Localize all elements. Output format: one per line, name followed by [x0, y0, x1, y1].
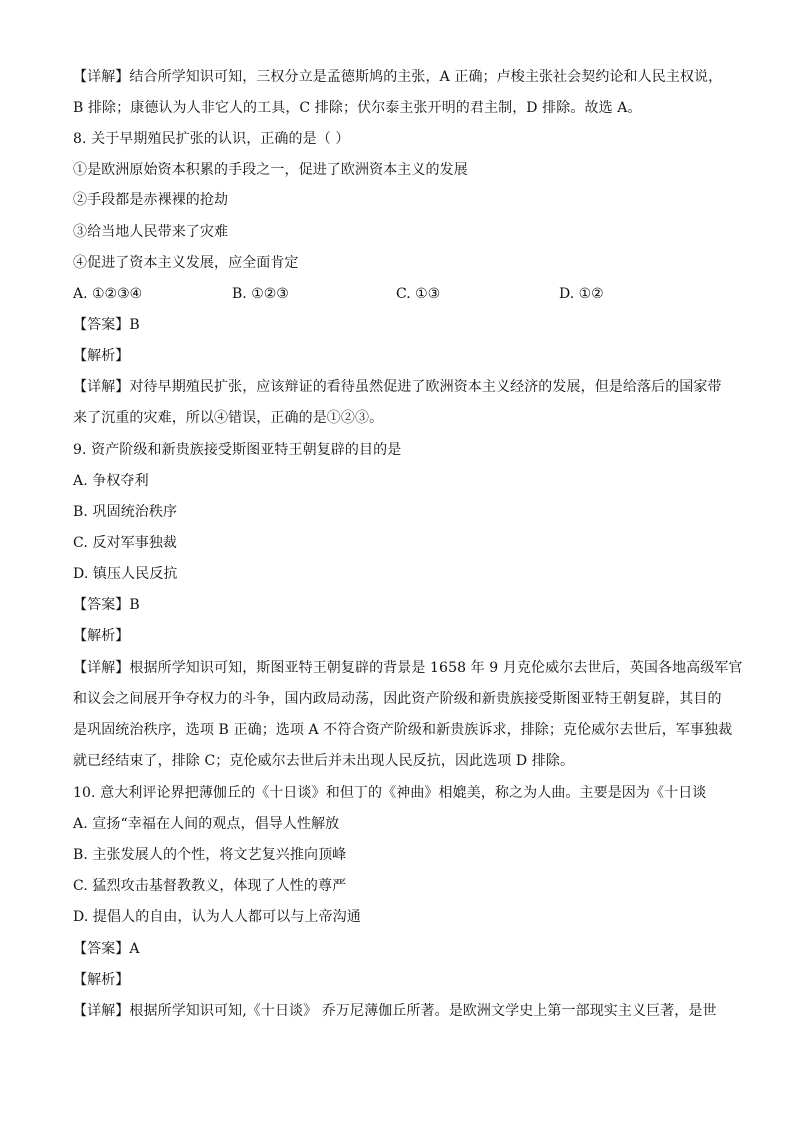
question-10: 10. 意大利评论界把薄伽丘的《十日谈》和但丁的《神曲》相媲美，称之为人曲。主要是因为《十日谈 — [73, 785, 707, 801]
option-c: C. 猛烈攻击基督教教义，体现了人性的尊严 — [73, 878, 347, 894]
analysis-label: 【解析】 — [73, 972, 130, 988]
q8-option-a: A. ①②③④ — [73, 286, 143, 302]
q8-option-b: B. ①②③ — [232, 286, 289, 302]
option-c: C. 反对军事独裁 — [73, 535, 178, 551]
option-a: A. 争权夺利 — [73, 473, 149, 489]
answer-label: 【答案】B — [73, 597, 140, 613]
option-d: D. 提倡人的自由，认为人人都可以与上帝沟通 — [73, 909, 361, 925]
analysis-label: 【解析】 — [73, 348, 130, 364]
answer-label: 【答案】A — [73, 941, 140, 957]
text-line: 来了沉重的灾难，所以④错误，正确的是①②③。 — [73, 410, 384, 426]
text-line: 就已经结束了，排除 C；克伦威尔去世后并未出现人民反抗，因此选项 D 排除。 — [73, 753, 575, 769]
text-line: 和议会之间展开争夺权力的斗争，国内政局动荡，因此资产阶级和新贵族接受斯图亚特王朝复辟，其目的 — [73, 691, 722, 707]
text-line: B 排除；康德认为人非它人的工具，C 排除；伏尔泰主张开明的君主制，D 排除。故选 A。 — [73, 100, 642, 116]
option-b: B. 主张发展人的个性，将文艺复兴推向顶峰 — [73, 847, 347, 863]
statement-1: ①是欧洲原始资本积累的手段之一，促进了欧洲资本主义的发展 — [73, 162, 468, 178]
option-a: A. 宣扬“幸福在人间的观点，倡导人性解放 — [73, 816, 340, 832]
q8-option-c: C. ①③ — [396, 286, 441, 302]
question-9: 9. 资产阶级和新贵族接受斯图亚特王朝复辟的目的是 — [73, 442, 402, 458]
text-line: 【详解】根据所学知识可知，斯图亚特王朝复辟的背景是 1658 年 9 月克伦威尔去世后，英国各地高级军官 — [73, 660, 743, 676]
option-b: B. 巩固统治秩序 — [73, 504, 178, 520]
statement-3: ③给当地人民带来了灾难 — [73, 224, 229, 240]
analysis-label: 【解析】 — [73, 628, 130, 644]
answer-label: 【答案】B — [73, 317, 140, 333]
text-line: 是巩固统治秩序，选项 B 正确；选项 A 不符合资产阶级和新贵族诉求，排除；克伦威尔去世后，军事独裁 — [73, 722, 733, 738]
text-line: 【详解】根据所学知识可知,《十日谈》 乔万尼薄伽丘所著。是欧洲文学史上第一部现实主义巨著，是世 — [73, 1003, 717, 1019]
question-8: 8. 关于早期殖民扩张的认识，正确的是（ ） — [73, 131, 350, 147]
statement-2: ②手段都是赤裸裸的抢劫 — [73, 192, 229, 208]
q8-option-d: D. ①② — [559, 286, 604, 302]
text-line: 【详解】对待早期殖民扩张，应该辩证的看待虽然促进了欧洲资本主义经济的发展，但是给落后的国家带 — [73, 379, 722, 395]
option-d: D. 镇压人民反抗 — [73, 566, 178, 582]
q8-options-row — [73, 285, 733, 303]
text-line: 【详解】结合所学知识可知，三权分立是孟德斯鸠的主张，A 正确；卢梭主张社会契约论和人民主权说， — [73, 69, 723, 85]
statement-4: ④促进了资本主义发展，应全面肯定 — [73, 255, 299, 271]
